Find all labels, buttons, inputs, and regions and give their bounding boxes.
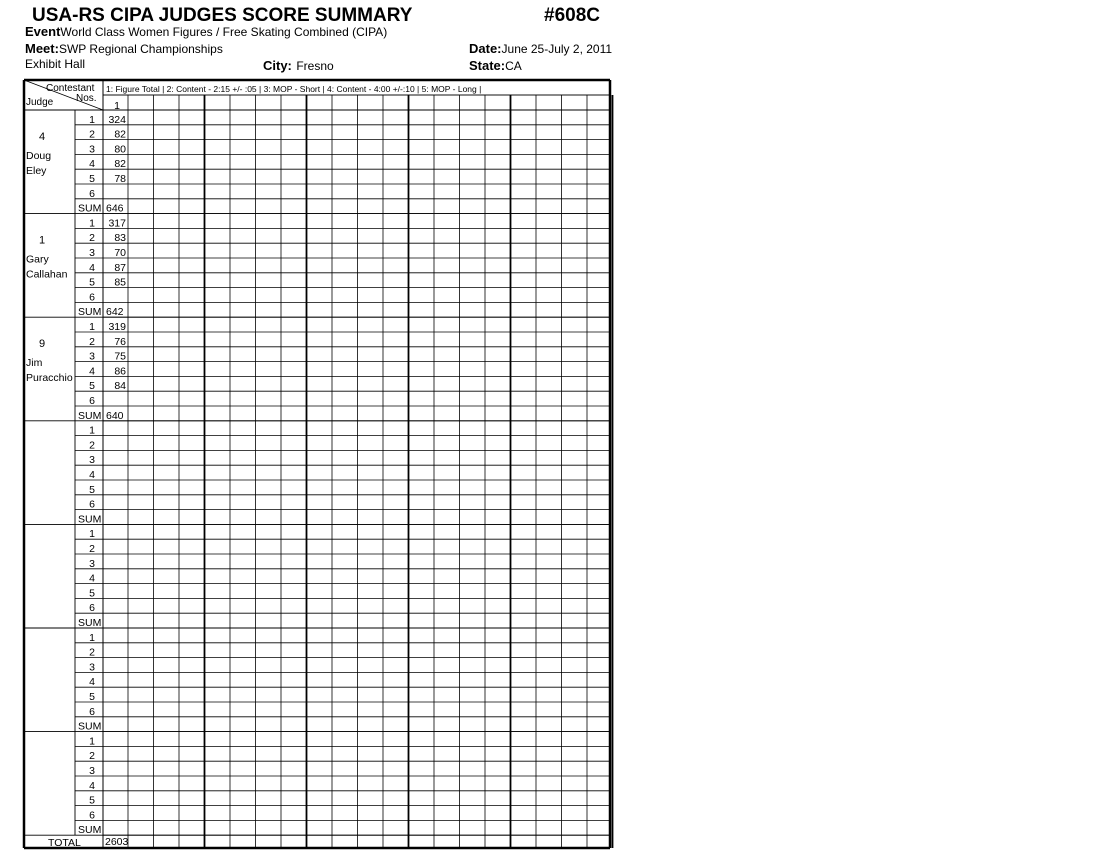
judge-sum: 640 [106,409,124,422]
corner-nos-label: Nos. [76,93,97,104]
meet-value: SWP Regional Championships [58,42,223,56]
judge-sum: 646 [106,202,124,215]
row-label: 4 [89,261,95,274]
column-legend: 1: Figure Total | 2: Content - 2:15 +/- :05 | 3: MOP - Short | 4: Content - 4:00 +/-:10 | 5: MOP - Long | [106,84,482,94]
row-label: 2 [89,750,95,763]
row-label: 1 [89,113,95,126]
score-cell: 76 [114,335,126,348]
score-cell: 84 [114,380,126,393]
row-label: 4 [89,676,95,689]
event-code: #608C [544,5,600,26]
row-label: 3 [89,454,95,467]
score-cell: 87 [114,261,126,274]
row-label: 5 [89,587,95,600]
judge-sum: 642 [106,306,124,319]
row-label: 1 [89,321,95,333]
meet-label: Meet: [25,41,59,56]
total-value: 2603 [105,836,129,848]
score-cell: 86 [114,365,126,378]
city-value: Fresno [296,59,334,73]
row-label: 2 [89,128,95,141]
venue: Exhibit Hall [25,57,86,71]
row-label: 2 [89,543,95,555]
row-label: 5 [89,794,95,807]
row-label: 6 [89,291,95,304]
judge-last-name: Callahan [26,268,68,281]
row-label: 4 [89,469,95,481]
score-cell: 319 [108,321,126,333]
row-label: 3 [89,143,95,156]
sum-label: SUM [78,409,102,422]
date-label: Date: [469,41,502,56]
score-cell: 80 [114,143,126,156]
row-label: 5 [89,380,95,393]
report-title: USA-RS CIPA JUDGES SCORE SUMMARY [32,5,413,26]
judge-number: 1 [38,234,46,247]
row-label: 2 [89,335,95,348]
row-label: 6 [89,498,95,511]
score-cell: 75 [114,350,126,363]
judge-number: 4 [38,131,46,143]
row-label: 3 [89,765,95,777]
row-label: 5 [89,691,95,703]
sum-label: SUM [78,306,102,319]
row-label: 1 [89,424,95,437]
row-label: 1 [89,631,95,644]
row-label: 6 [89,809,95,822]
row-label: 4 [89,365,95,378]
score-cell: 83 [114,232,126,245]
score-cell: 82 [114,158,126,171]
judge-first-name: Jim [26,357,43,370]
row-label: 4 [89,158,95,171]
row-label: 4 [89,572,95,585]
judge-number: 9 [38,338,46,351]
date-value: June 25-July 2, 2011 [501,42,613,56]
row-label: 6 [89,187,95,200]
row-label: 1 [89,735,95,748]
corner-judge-label: Judge [26,97,54,108]
score-cell: 85 [114,276,126,289]
row-label: 5 [89,276,95,289]
total-label: TOTAL [48,837,81,849]
score-cell: 324 [108,113,126,126]
sum-label: SUM [78,202,102,215]
row-label: 6 [89,395,95,407]
row-label: 5 [89,173,95,185]
corner-contestant-label: Contestant [46,83,95,94]
row-label: 1 [89,528,95,541]
event-value: World Class Women Figures / Free Skating Combined (CIPA) [60,25,388,39]
row-label: 2 [89,646,95,659]
judge-first-name: Gary [26,253,49,266]
sum-label: SUM [78,720,102,733]
city-label: City: [263,58,292,73]
row-label: 1 [89,217,95,230]
row-label: 3 [89,247,95,259]
event-label: Event [25,24,61,39]
sum-label: SUM [78,824,102,837]
row-label: 5 [89,483,95,496]
row-label: 6 [89,705,95,718]
row-label: 3 [89,557,95,570]
judge-last-name: Puracchio [26,372,73,385]
row-label: 2 [89,232,95,245]
row-label: 6 [89,602,95,615]
judge-first-name: Doug [26,150,52,162]
judge-last-name: Eley [26,165,47,177]
score-cell: 78 [114,173,126,185]
row-label: 4 [89,779,95,792]
row-label: 2 [89,439,95,452]
state-value: CA [505,59,522,73]
row-label: 3 [89,350,95,363]
score-cell: 70 [114,247,126,259]
state-label: State: [469,58,506,73]
contestant-number: 1 [114,100,120,112]
score-cell: 82 [114,128,126,141]
sum-label: SUM [78,617,102,629]
sum-label: SUM [78,513,102,526]
score-cell: 317 [108,217,126,230]
row-label: 3 [89,661,95,674]
